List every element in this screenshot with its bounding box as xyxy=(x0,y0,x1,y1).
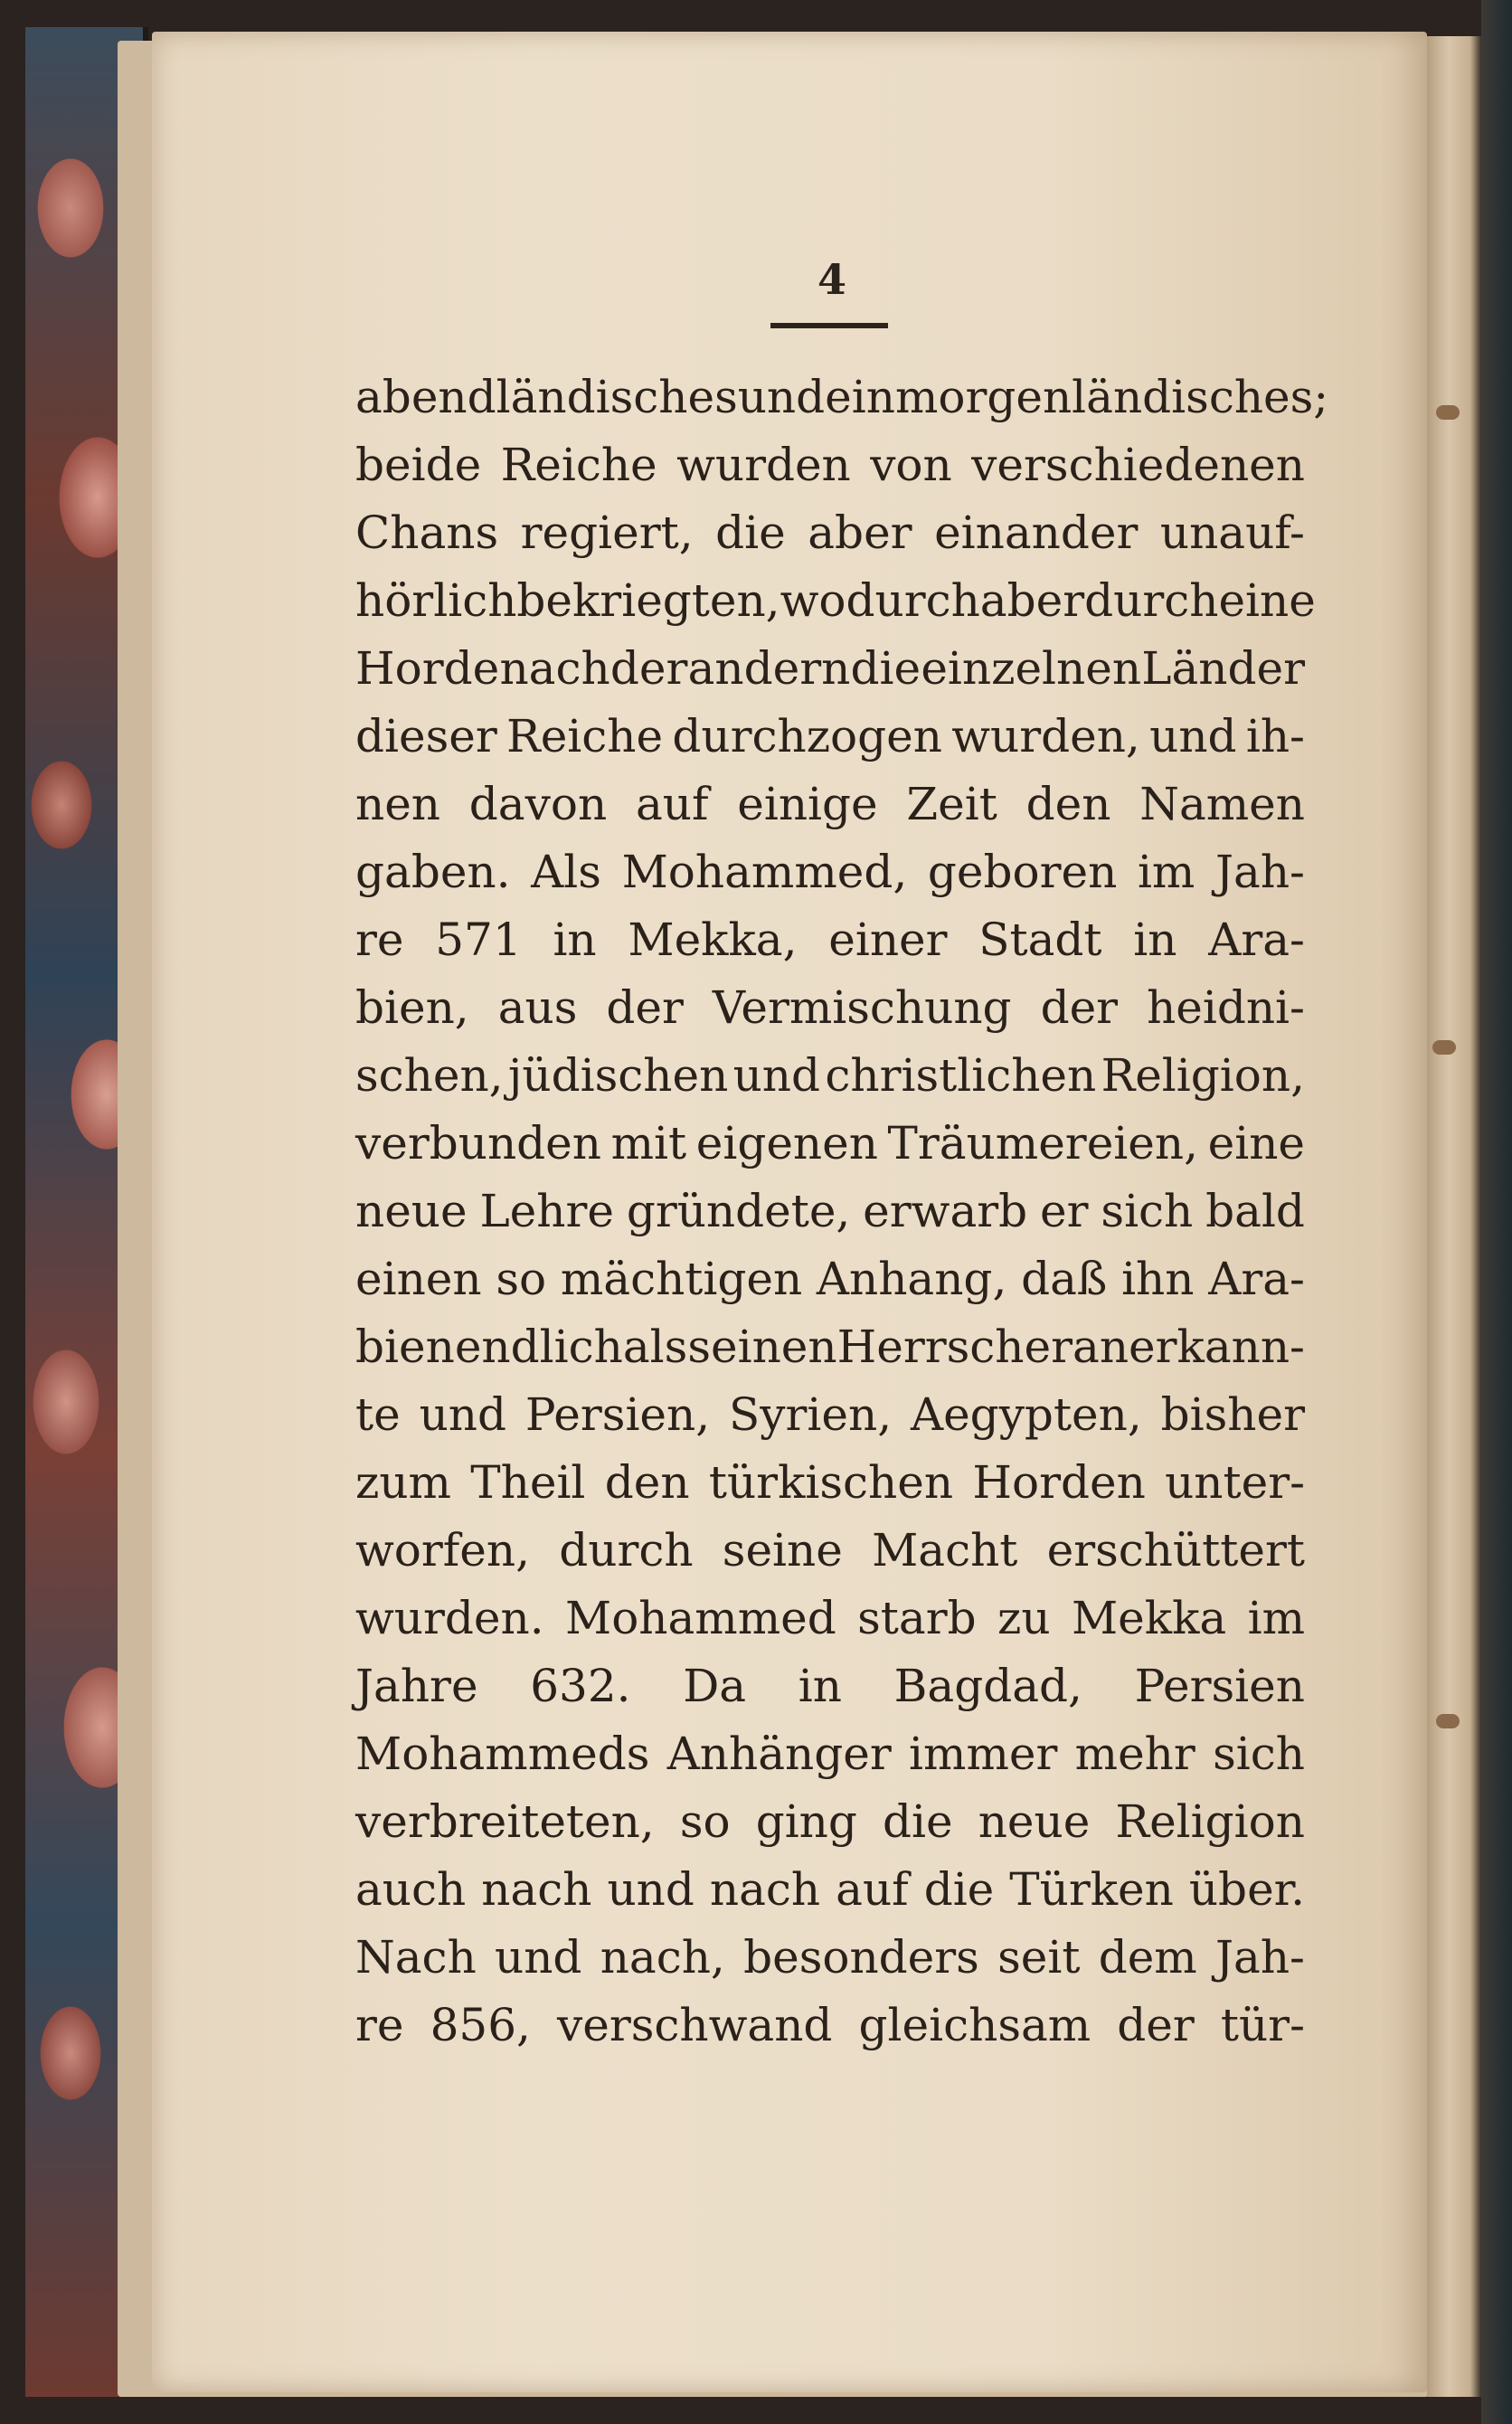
word: re xyxy=(355,914,404,966)
word: Namen xyxy=(1139,778,1305,830)
word: wurden, xyxy=(951,710,1140,762)
word: so xyxy=(496,1253,547,1305)
word: einer xyxy=(828,914,948,966)
text-line xyxy=(355,1992,1305,2059)
word: nach xyxy=(709,1863,821,1916)
word: den xyxy=(604,1456,690,1509)
word: Als xyxy=(531,846,601,898)
word: daß xyxy=(1021,1253,1108,1305)
gutter xyxy=(1427,36,1481,2397)
word: te xyxy=(355,1388,401,1441)
word: durch xyxy=(1084,574,1219,627)
text-line xyxy=(355,635,1305,703)
binding-thread xyxy=(1436,1714,1460,1728)
word: Theil xyxy=(470,1456,586,1509)
word: Jah- xyxy=(1214,1931,1305,1984)
word: regiert, xyxy=(520,507,694,559)
word: tür- xyxy=(1220,1999,1305,2051)
word: immer xyxy=(909,1728,1058,1780)
word: Persien xyxy=(1134,1660,1305,1712)
word: aus xyxy=(497,981,578,1034)
text-line xyxy=(355,364,1329,431)
word: Jahre xyxy=(355,1660,478,1712)
word: nach xyxy=(499,642,610,695)
word: und xyxy=(737,371,826,423)
word: neue xyxy=(978,1795,1091,1848)
word: jüdischen xyxy=(507,1049,729,1102)
word: der xyxy=(606,981,684,1034)
word: Religion xyxy=(1115,1795,1305,1848)
word: in xyxy=(553,914,597,966)
word: Mekka, xyxy=(628,914,798,966)
word: durch xyxy=(559,1524,694,1577)
word: andern xyxy=(687,642,851,695)
word: unter- xyxy=(1165,1456,1305,1509)
word: Reiche xyxy=(506,710,664,762)
word: Stadt xyxy=(978,914,1102,966)
word: Herrscher xyxy=(836,1321,1073,1373)
word: einen xyxy=(355,1253,482,1305)
word: wurden xyxy=(676,439,851,491)
word: Länder xyxy=(1141,642,1305,695)
binding-edge xyxy=(1481,0,1512,2424)
word: ih- xyxy=(1245,710,1305,762)
page-number: 4 xyxy=(817,255,846,304)
word: nen xyxy=(355,778,440,830)
word: und xyxy=(732,1049,821,1102)
word: morgenländisches; xyxy=(894,371,1329,423)
word: im xyxy=(1247,1592,1305,1644)
word: heidni- xyxy=(1147,981,1305,1034)
word: Ara- xyxy=(1208,914,1305,966)
word: bisher xyxy=(1160,1388,1305,1441)
word: verschwand xyxy=(557,1999,833,2051)
word: im xyxy=(1137,846,1195,898)
word: Reiche xyxy=(500,439,657,491)
word: einige xyxy=(737,778,878,830)
word: seinen xyxy=(687,1321,837,1373)
word: über. xyxy=(1188,1863,1305,1916)
text-line xyxy=(355,771,1305,838)
text-line xyxy=(355,974,1305,1042)
word: der xyxy=(1117,1999,1195,2051)
word: 571 xyxy=(435,914,522,966)
word: schen, xyxy=(355,1049,504,1102)
word: so xyxy=(679,1795,731,1848)
word: verbreiteten, xyxy=(355,1795,655,1848)
word: Persien, xyxy=(524,1388,711,1441)
word: zum xyxy=(355,1456,451,1509)
word: davon xyxy=(468,778,608,830)
word: sich xyxy=(1101,1185,1194,1237)
word: ihn xyxy=(1121,1253,1195,1305)
word: verbunden xyxy=(355,1117,601,1169)
word: einander xyxy=(934,507,1139,559)
word: von xyxy=(870,439,952,491)
text-line xyxy=(355,1720,1305,1788)
word: Träumereien, xyxy=(887,1117,1198,1169)
text-line xyxy=(355,703,1305,771)
text-line xyxy=(355,1652,1305,1720)
text-line xyxy=(355,1178,1305,1245)
word: in xyxy=(798,1660,842,1712)
word: Bagdad, xyxy=(893,1660,1082,1712)
word: Nach xyxy=(355,1931,477,1984)
word: eine xyxy=(1218,574,1316,627)
word: und xyxy=(495,1931,582,1984)
word: Mohammed xyxy=(565,1592,836,1644)
word: unauf- xyxy=(1159,507,1305,559)
word: christlichen xyxy=(825,1049,1097,1102)
text-line xyxy=(355,1856,1305,1924)
word: Macht xyxy=(872,1524,1018,1577)
word: einzelnen xyxy=(921,642,1142,695)
word: die xyxy=(715,507,786,559)
word: endlich xyxy=(454,1321,623,1373)
word: mit xyxy=(610,1117,687,1169)
word: wurden. xyxy=(355,1592,544,1644)
text-line xyxy=(355,431,1305,499)
text-line xyxy=(355,906,1305,974)
word: eine xyxy=(1207,1117,1305,1169)
word: die xyxy=(883,1795,953,1848)
word: gründete, xyxy=(626,1185,851,1237)
word: worfen, xyxy=(355,1524,530,1577)
word: nach xyxy=(481,1863,592,1916)
word: den xyxy=(1025,778,1111,830)
word: Religion, xyxy=(1101,1049,1305,1102)
word: aber xyxy=(808,507,912,559)
word: zu xyxy=(997,1592,1051,1644)
word: Anhänger xyxy=(666,1728,892,1780)
text-line xyxy=(355,1042,1305,1110)
text-line xyxy=(355,1381,1305,1449)
word: Aegypten, xyxy=(910,1388,1142,1441)
word: Jah- xyxy=(1215,846,1305,898)
text-line xyxy=(355,1924,1305,1992)
word: Syrien, xyxy=(729,1388,893,1441)
word: gleichsam xyxy=(858,1999,1091,2051)
word: bien, xyxy=(355,981,469,1034)
word: mächtigen xyxy=(560,1253,803,1305)
binding-thread xyxy=(1436,405,1460,420)
word: abendländisches xyxy=(355,371,738,423)
word: aber xyxy=(979,574,1085,627)
word: Chans xyxy=(355,507,499,559)
word: starb xyxy=(857,1592,977,1644)
word: Lehre xyxy=(479,1185,614,1237)
word: in xyxy=(1133,914,1177,966)
binding-thread xyxy=(1432,1040,1456,1055)
text-line xyxy=(355,567,1316,635)
word: Horden xyxy=(972,1456,1146,1509)
body-text xyxy=(355,364,1329,2059)
word: Da xyxy=(683,1660,747,1712)
word: auf xyxy=(635,778,709,830)
word: bien xyxy=(355,1321,455,1373)
word: ein xyxy=(825,371,895,423)
text-line xyxy=(355,1788,1305,1856)
word: Mohammed, xyxy=(621,846,908,898)
word: die xyxy=(850,642,921,695)
text-line xyxy=(355,499,1305,567)
word: geboren xyxy=(927,846,1118,898)
word: ging xyxy=(755,1795,857,1848)
word: die xyxy=(923,1863,995,1916)
word: auf xyxy=(836,1863,909,1916)
text-line xyxy=(355,1110,1305,1178)
text-line xyxy=(355,1517,1305,1585)
word: durchzogen xyxy=(672,710,942,762)
word: erwarb xyxy=(863,1185,1028,1237)
word: als xyxy=(622,1321,688,1373)
word: mehr xyxy=(1074,1728,1195,1780)
word: Türken xyxy=(1009,1863,1174,1916)
word: verschiedenen xyxy=(971,439,1305,491)
text-line xyxy=(355,1313,1305,1381)
word: nach, xyxy=(600,1931,725,1984)
word: der xyxy=(610,642,688,695)
text-line xyxy=(355,838,1305,906)
word: dieser xyxy=(355,710,497,762)
word: bekriegten, xyxy=(516,574,780,627)
word: Mekka xyxy=(1071,1592,1227,1644)
word: der xyxy=(1040,981,1119,1034)
word: hörlich xyxy=(355,574,517,627)
word: wodurch xyxy=(780,574,980,627)
word: Mohammeds xyxy=(355,1728,650,1780)
word: Ara- xyxy=(1208,1253,1305,1305)
word: dem xyxy=(1098,1931,1197,1984)
word: bald xyxy=(1205,1185,1305,1237)
word: seit xyxy=(997,1931,1081,1984)
word: Horde xyxy=(355,642,500,695)
word: beide xyxy=(355,439,482,491)
word: sich xyxy=(1213,1728,1305,1780)
word: gaben. xyxy=(355,846,511,898)
word: 632. xyxy=(530,1660,631,1712)
word: Vermischung xyxy=(712,981,1012,1034)
word: er xyxy=(1040,1185,1089,1237)
word: 856, xyxy=(430,1999,531,2051)
word: und xyxy=(1149,710,1237,762)
text-line xyxy=(355,1585,1305,1652)
text-line xyxy=(355,1449,1305,1517)
word: auch xyxy=(355,1863,467,1916)
word: neue xyxy=(355,1185,468,1237)
word: türkischen xyxy=(708,1456,954,1509)
header-rule xyxy=(770,323,888,328)
word: erschüttert xyxy=(1046,1524,1305,1577)
word: eigenen xyxy=(695,1117,878,1169)
word: anerkann- xyxy=(1073,1321,1305,1373)
word: Zeit xyxy=(906,778,997,830)
word: besonders xyxy=(743,1931,979,1984)
word: seine xyxy=(722,1524,843,1577)
word: Anhang, xyxy=(816,1253,1007,1305)
text-line xyxy=(355,1245,1305,1313)
word: und xyxy=(607,1863,695,1916)
word: und xyxy=(419,1388,506,1441)
word: re xyxy=(355,1999,404,2051)
